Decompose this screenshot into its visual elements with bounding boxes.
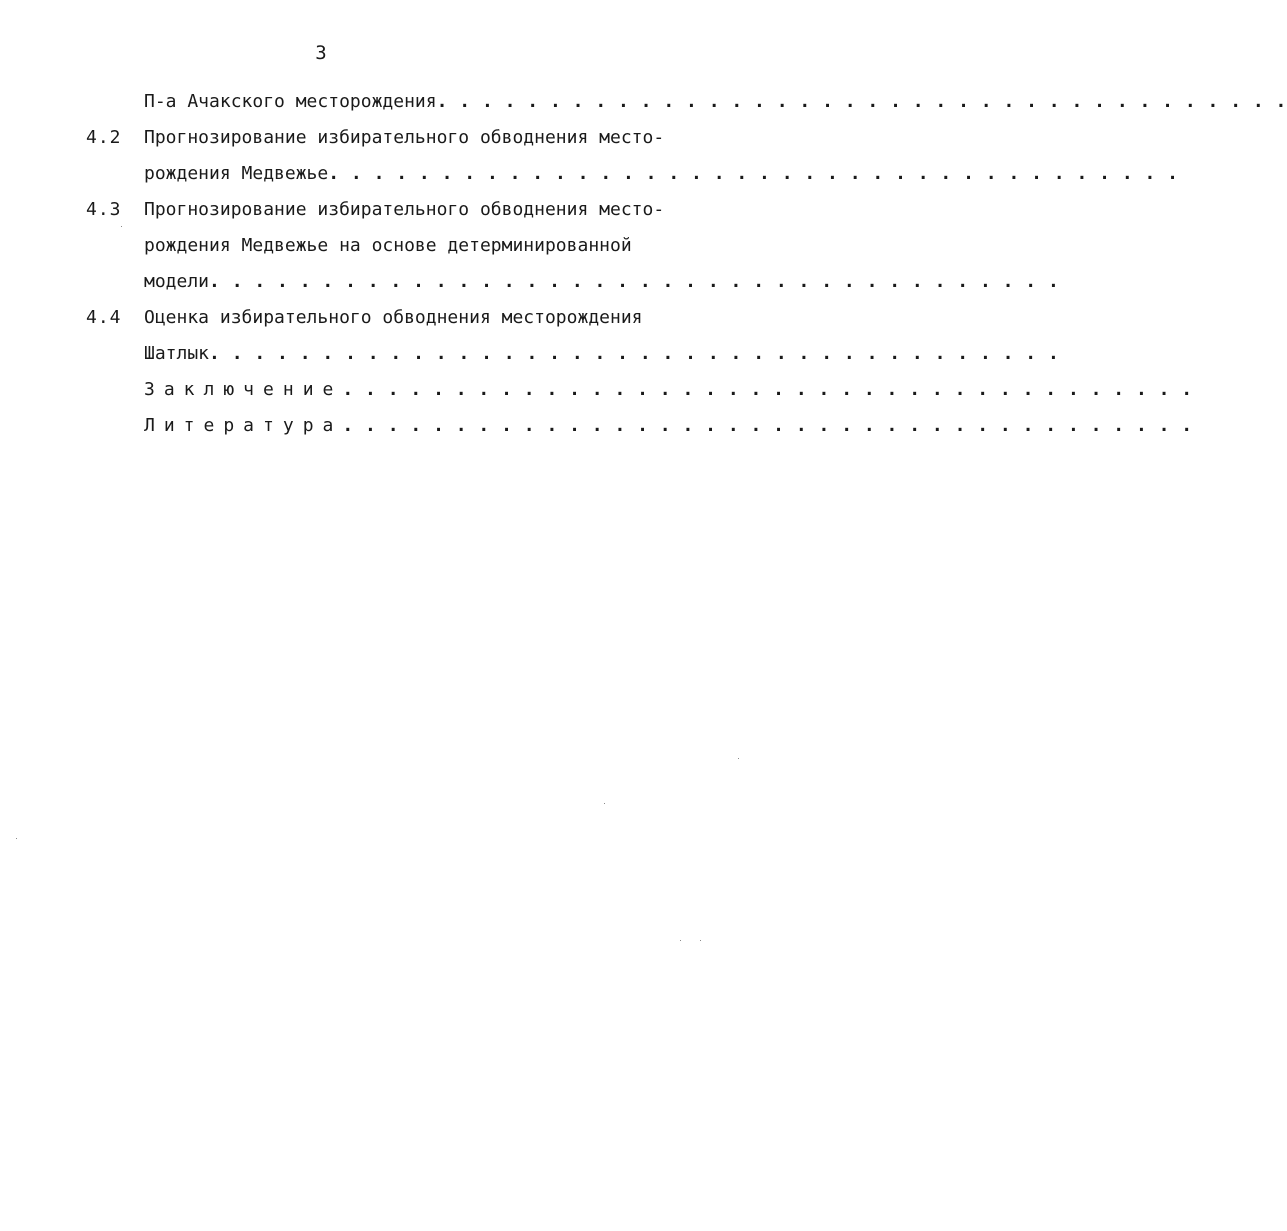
toc-entry-title: Шатлык [144, 343, 210, 364]
toc-line [86, 300, 686, 336]
toc-line [86, 192, 686, 228]
scan-speck [16, 838, 17, 839]
page-number: 3 [315, 42, 328, 64]
leader-dots: . . . . . . . . . . . . . . . . . . . . . . . . . . . . . . . . . . . . . . [209, 271, 1060, 292]
toc-entry-title: Заключение [144, 379, 343, 400]
scan-speck [700, 940, 701, 941]
toc-entry-title: рождения Медвежье на основе детерминированной [144, 235, 632, 256]
section-number: 4.3 [86, 199, 122, 220]
scan-speck [604, 803, 605, 804]
toc-line [86, 84, 1287, 120]
toc-entry [86, 300, 1060, 372]
toc-entry [86, 84, 1287, 120]
toc-entry-title: Литература [144, 415, 343, 436]
leader-dots: . . . . . . . . . . . . . . . . . . . . . . . . . . . . . . . . . . . . . . [209, 343, 1060, 364]
toc-line [86, 372, 1193, 408]
toc-entry-title: Прогнозирование избирательного обводнения место- [144, 199, 665, 220]
toc-entry-title: П-а Ачакского месторождения [144, 91, 437, 112]
section-number: 4.4 [86, 307, 122, 328]
toc-line [86, 120, 686, 156]
toc-entry [86, 408, 1193, 444]
toc-entry [86, 192, 1060, 300]
leader-dots: . . . . . . . . . . . . . . . . . . . . . . . . . . . . . . . . . . . . . . [436, 91, 1287, 112]
toc-entry-title: модели [144, 271, 210, 292]
toc-line [86, 336, 1060, 372]
toc-line [86, 264, 1060, 300]
scan-speck [121, 226, 122, 227]
scan-speck [738, 758, 739, 759]
leader-dots: . . . . . . . . . . . . . . . . . . . . . . . . . . . . . . . . . . . . . . [342, 415, 1193, 436]
leader-dots: . . . . . . . . . . . . . . . . . . . . . . . . . . . . . . . . . . . . . . [328, 163, 1179, 184]
toc-entry [86, 120, 1179, 192]
toc-entry-title: Прогнозирование избирательного обводнения место- [144, 127, 665, 148]
toc-entry-title: Оценка избирательного обводнения месторождения [144, 307, 643, 328]
toc-line [86, 228, 686, 264]
section-number: 4.2 [86, 127, 122, 148]
toc-entry-title: рождения Медвежье [144, 163, 329, 184]
leader-dots: . . . . . . . . . . . . . . . . . . . . . . . . . . . . . . . . . . . . . . [342, 379, 1193, 400]
toc-line [86, 408, 1193, 444]
scan-speck [680, 940, 681, 941]
toc-line [86, 156, 1179, 192]
toc-entry [86, 372, 1193, 408]
table-of-contents [86, 84, 1287, 444]
